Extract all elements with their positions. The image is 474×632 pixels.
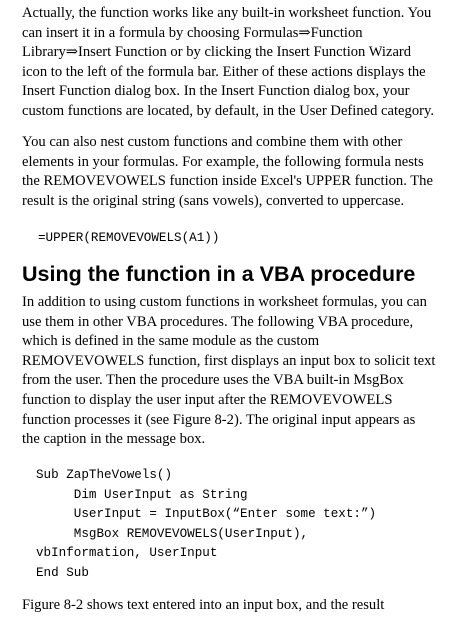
text-line: In addition to using custom functions in worksheet formulas, you can bbox=[22, 294, 427, 310]
paragraph-nesting bbox=[22, 133, 472, 211]
code-line: End Sub bbox=[36, 565, 89, 580]
paragraph-figure-ref bbox=[22, 596, 472, 616]
code-line: =UPPER(REMOVEVOWELS(A1)) bbox=[38, 231, 220, 245]
text-line: from the user. Then the procedure uses the VBA built-in MsgBox bbox=[22, 372, 404, 389]
text-line: can insert it in a formula by choosing Formulas⇒Function bbox=[22, 24, 363, 41]
vba-code-listing bbox=[36, 466, 376, 584]
code-line: Sub ZapTheVowels() bbox=[36, 468, 173, 482]
text-line: function processes it (see Figure 8-2). The original input appears as bbox=[22, 411, 416, 428]
text-line: result is the original string (sans vowels), converted to uppercase. bbox=[22, 192, 405, 209]
text-line: which is defined in the same module as the custom bbox=[22, 333, 320, 350]
text-line: custom functions are located, by default, in the User Defined category. bbox=[22, 102, 434, 119]
code-line: Dim UserInput as String bbox=[36, 487, 248, 502]
paragraph-intro bbox=[22, 4, 472, 122]
section-heading: Using the function in a VBA procedure bbox=[22, 262, 416, 286]
text-line: function to display the user input after the REMOVEVOWELS bbox=[22, 391, 393, 408]
formula-example bbox=[38, 229, 219, 249]
text-line: Figure 8-2 shows text entered into an input box, and the result bbox=[22, 597, 385, 613]
code-line: UserInput = InputBox(“Enter some text:”) bbox=[36, 507, 377, 522]
text-line: elements in your formulas. For example, the following formula nests bbox=[22, 153, 424, 170]
text-line: Insert Function dialog box. In the Insert Function dialog box, your bbox=[22, 83, 410, 100]
text-line: Library⇒Insert Function or by clicking the Insert Function Wizard bbox=[22, 44, 412, 61]
text-line: You can also nest custom functions and combine them with other bbox=[22, 134, 403, 150]
text-line: Actually, the function works like any built-in worksheet function. You bbox=[22, 5, 432, 21]
text-line: the REMOVEVOWELS function inside Excel's UPPER function. The bbox=[22, 173, 433, 190]
text-line: the caption in the message box. bbox=[22, 431, 206, 448]
paragraph-vba bbox=[22, 293, 472, 450]
code-line: MsgBox REMOVEVOWELS(UserInput), bbox=[36, 526, 309, 541]
text-line: use them in other VBA procedures. The following VBA procedure, bbox=[22, 313, 414, 330]
text-line: REMOVEVOWELS function, first displays an input box to solicit text bbox=[22, 352, 436, 369]
text-line: icon to the left of the formula bar. Either of these actions displays the bbox=[22, 63, 426, 80]
code-line: vbInformation, UserInput bbox=[36, 546, 218, 561]
